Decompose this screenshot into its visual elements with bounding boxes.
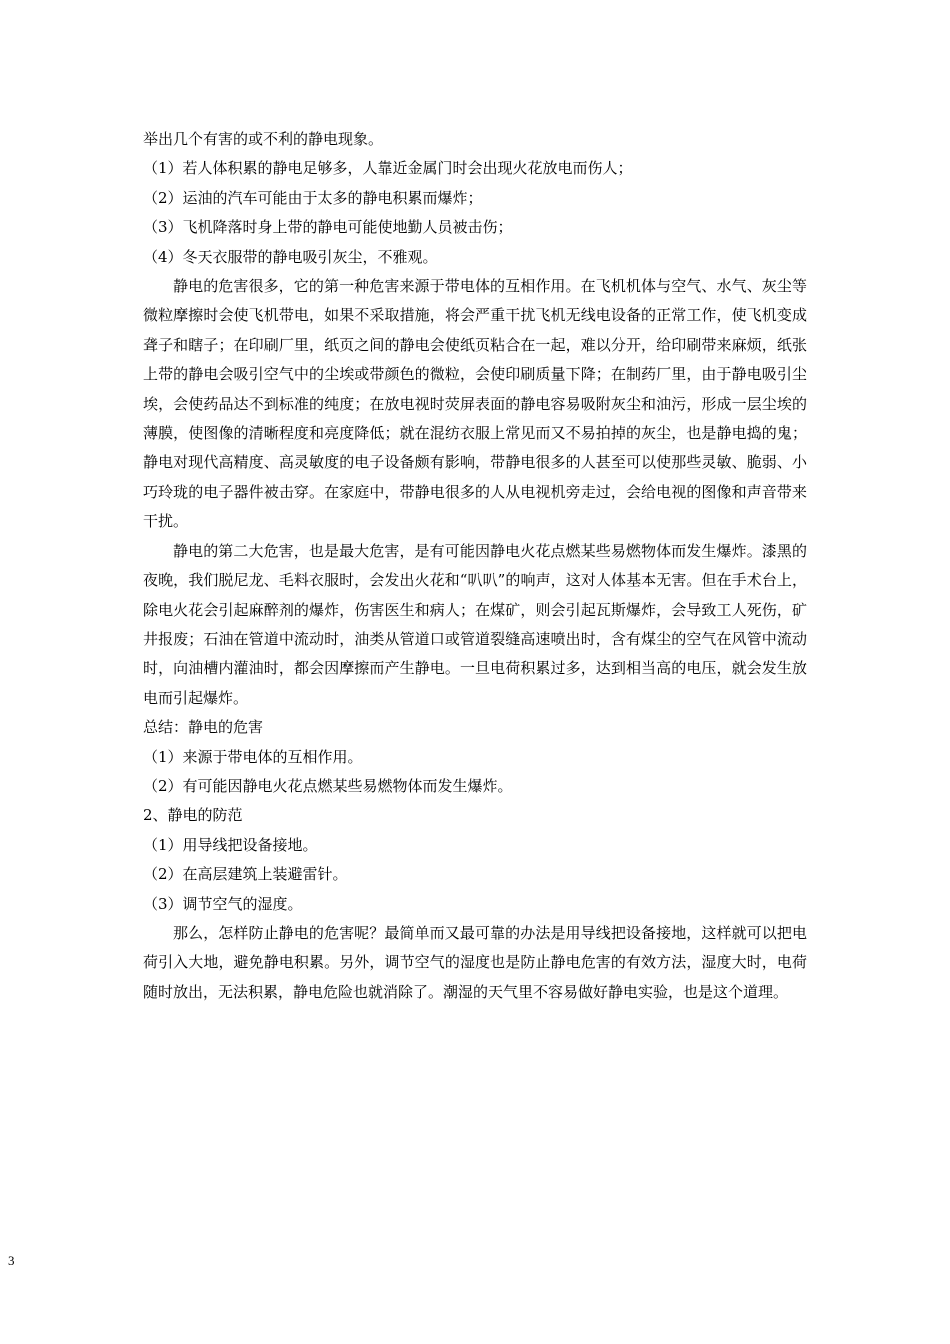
intro-line: 举出几个有害的或不利的静电现象。 — [143, 130, 384, 148]
summary-item-2: （2）有可能因静电火花点燃某些易燃物体而发生爆炸。 — [143, 776, 513, 795]
harm-example-3: （3）飞机降落时身上带的静电可能使地勤人员被击伤； — [143, 218, 513, 237]
paragraph-second-harm: 静电的第二大危害，也是最大危害，是有可能因静电火花点燃某些易燃物体而发生爆炸。漆黑的夜晚，我们脱尼龙、毛料衣服时，会发出火花和“叭叭”的响声，这对人体基本无害。但在手术台上，除电火花会引起麻醉剂的爆炸，伤害医生和病人；在煤矿，则会引起瓦斯爆炸，会导致工人死伤，矿井报废；石油在管道中流动时，油类从管道口或管道裂缝高速喷出时，含有煤尘的空气在风管中流动时，向油槽内灌油时，都会因摩擦而产生静电。一旦电荷积累过多，达到相当高的电压，就会发生放电而引起爆炸。 — [143, 541, 807, 707]
prevention-item-2: （2）在高层建筑上装避雷针。 — [143, 865, 348, 884]
prevention-item-1: （1）用导线把设备接地。 — [143, 835, 318, 854]
prevention-title: 2、静电的防范 — [143, 806, 243, 825]
page-number: 3 — [8, 1253, 15, 1268]
paragraph-prevention: 那么，怎样防止静电的危害呢？最简单而又最可靠的办法是用导线把设备接地，这样就可以把电荷引入大地，避免静电积累。另外，调节空气的湿度也是防止静电危害的有效方法，湿度大时，电荷随时放出，无法积累，静电危险也就消除了。潮湿的天气里不容易做好静电实验，也是这个道理。 — [143, 923, 807, 1001]
harm-example-2: （2）运油的汽车可能由于太多的静电积累而爆炸； — [143, 188, 483, 207]
harm-example-1: （1）若人体积累的静电足够多，人靠近金属门时会出现火花放电而伤人； — [143, 159, 633, 178]
summary-item-1: （1）来源于带电体的互相作用。 — [143, 747, 363, 766]
document-body — [143, 125, 807, 1007]
paragraph-first-harm: 静电的危害很多，它的第一种危害来源于带电体的互相作用。在飞机机体与空气、水气、灰尘等微粒摩擦时会使飞机带电，如果不采取措施，将会严重干扰飞机无线电设备的正常工作，使飞机变成聋子和瞎子；在印刷厂里，纸页之间的静电会使纸页粘合在一起，难以分开，给印刷带来麻烦，纸张上带的静电会吸引空气中的尘埃或带颜色的微粒，会使印刷质量下降；在制药厂里，由于静电吸引尘埃，会使药品达不到标准的纯度；在放电视时荧屏表面的静电容易吸附灰尘和油污，形成一层尘埃的薄膜，使图像的清晰程度和亮度降低；就在混纺衣服上常见而又不易拍掉的灰尘，也是静电捣的鬼；静电对现代高精度、高灵敏度的电子设备颇有影响，带静电很多的人甚至可以使那些灵敏、脆弱、小巧玲珑的电子器件被击穿。在家庭中，带静电很多的人从电视机旁走过，会给电视的图像和声音带来干扰。 — [143, 277, 807, 531]
summary-title: 总结：静电的危害 — [143, 718, 264, 737]
harm-example-4: （4）冬天衣服带的静电吸引灰尘，不雅观。 — [143, 247, 438, 266]
prevention-item-3: （3）调节空气的湿度。 — [143, 894, 303, 913]
